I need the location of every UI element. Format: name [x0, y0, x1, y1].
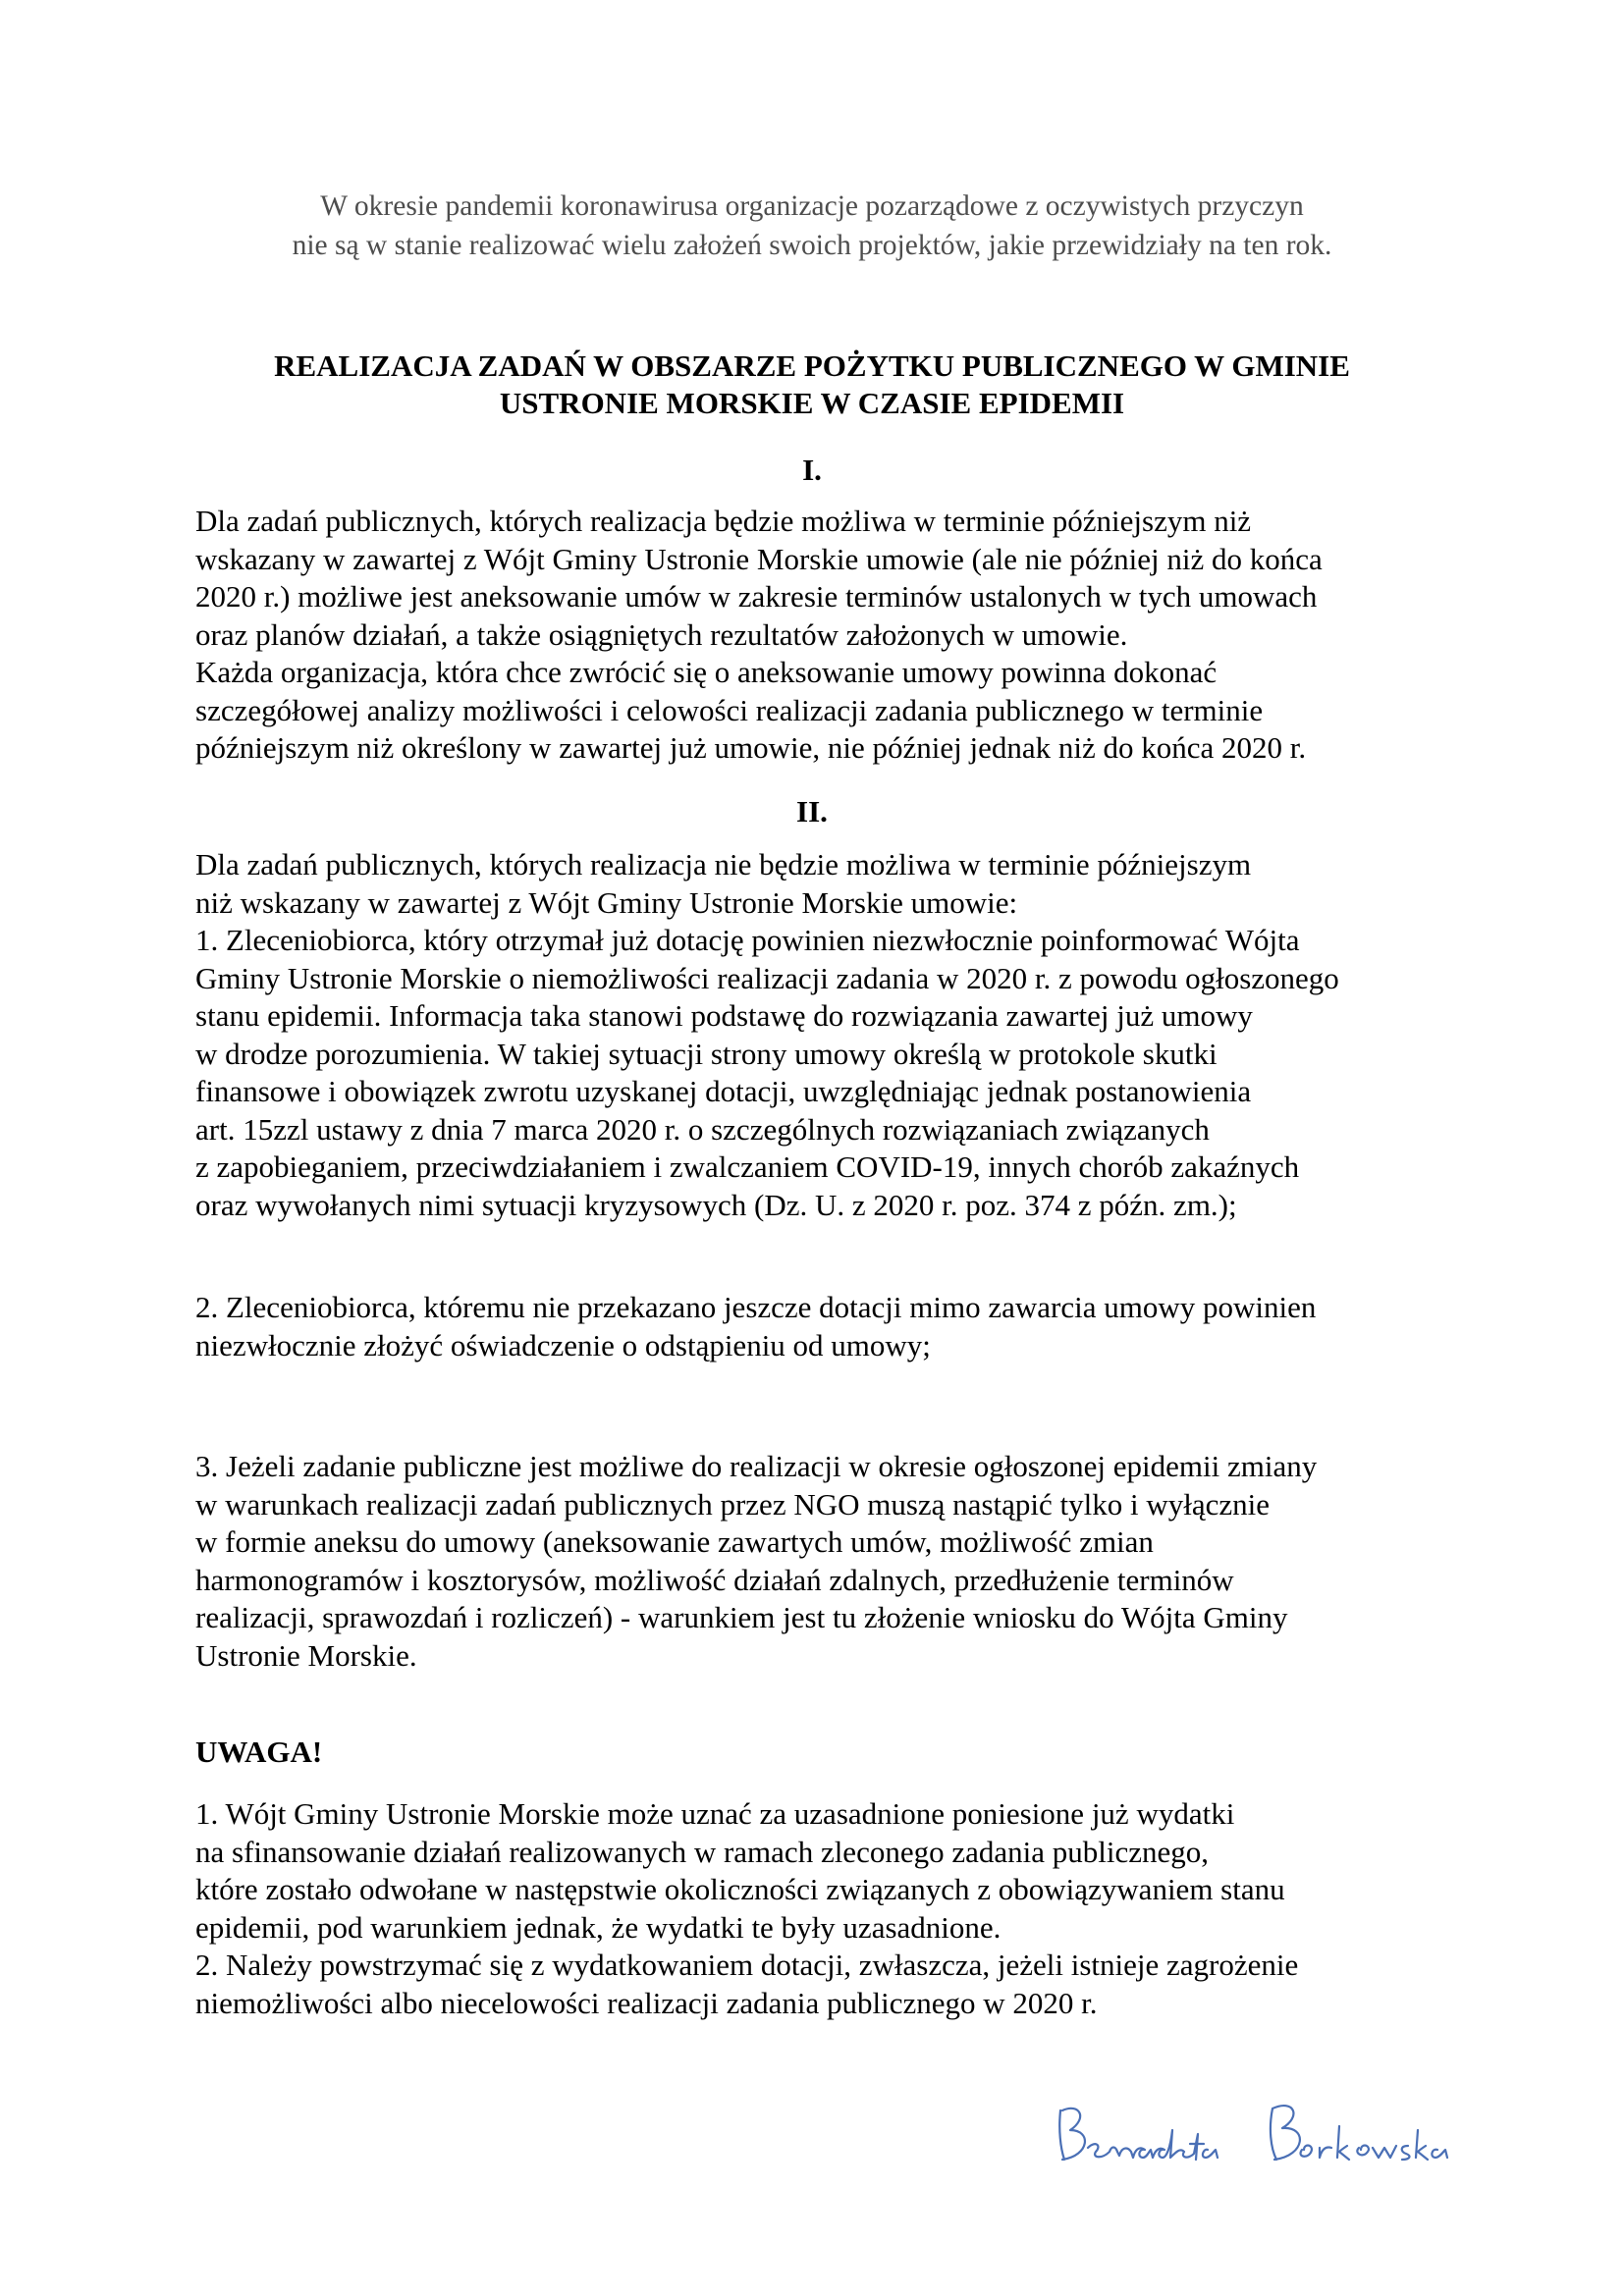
- section-2-item-3: [195, 1448, 1462, 1675]
- list-item-line: niezwłocznie złożyć oświadczenie o odstąpieniu od umowy;: [195, 1327, 931, 1362]
- paragraph-line: Każda organizacja, która chce zwrócić się o aneksowanie umowy powinna dokonać: [195, 655, 1218, 689]
- uwaga-body: [195, 1795, 1462, 2022]
- section-1-heading: I.: [802, 453, 822, 487]
- list-item-line: 1. Zleceniobiorca, który otrzymał już dotację powinien niezwłocznie poinformować Wójta: [195, 923, 1300, 957]
- list-item-line: w formie aneksu do umowy (aneksowanie zawartych umów, możliwość zmian: [195, 1524, 1154, 1559]
- list-item-line: na sfinansowanie działań realizowanych w ramach zleconego zadania publicznego,: [195, 1834, 1209, 1869]
- intro-line: nie są w stanie realizować wielu założeń swoich projektów, jakie przewidziały na ten rok.: [292, 230, 1332, 261]
- section-2-heading: II.: [796, 794, 828, 828]
- list-item-line: epidemii, pod warunkiem jednak, że wydatki te były uzasadnione.: [195, 1909, 1001, 1945]
- list-item-line: niemożliwości albo niecelowości realizacji zadania publicznego w 2020 r.: [195, 1985, 1098, 2020]
- paragraph-line: 2020 r.) możliwe jest aneksowanie umów w zakresie terminów ustalonych w tych umowach: [195, 579, 1318, 614]
- list-item-line: realizacji, sprawozdań i rozliczeń) - warunkiem jest tu złożenie wniosku do Wójta Gminy: [195, 1600, 1288, 1634]
- uwaga-heading: UWAGA!: [195, 1735, 323, 1769]
- list-item-line: w drodze porozumienia. W takiej sytuacji strony umowy określą w protokole skutki: [195, 1036, 1218, 1071]
- signature-graphic: [1041, 2091, 1532, 2179]
- section-2-body: [195, 846, 1462, 1224]
- title-line: REALIZACJA ZADAŃ W OBSZARZE POŻYTKU PUBLICZNEGO W GMINIE: [274, 348, 1350, 383]
- paragraph-line: wskazany w zawartej z Wójt Gminy Ustronie Morskie umowie (ale nie później niż do końca: [195, 541, 1323, 576]
- list-item-line: art. 15zzl ustawy z dnia 7 marca 2020 r. o szczególnych rozwiązaniach związanych: [195, 1111, 1210, 1147]
- list-item-line: w warunkach realizacji zadań publicznych przez NGO muszą nastąpić tylko i wyłącznie: [195, 1486, 1270, 1522]
- list-item-line: stanu epidemii. Informacja taka stanowi podstawę do rozwiązania zawartej już umowy: [195, 998, 1253, 1033]
- intro-paragraph: [0, 187, 1624, 265]
- list-item-line: harmonogramów i kosztorysów, możliwość działań zdalnych, przedłużenie terminów: [195, 1562, 1234, 1597]
- paragraph-line: szczegółowej analizy możliwości i celowości realizacji zadania publicznego w terminie: [195, 692, 1264, 727]
- paragraph-line: późniejszym niż określony w zawartej już umowie, nie później jednak niż do końca 2020 r.: [195, 730, 1307, 765]
- list-item-line: z zapobieganiem, przeciwdziałaniem i zwalczaniem COVID-19, innych chorób zakaźnych: [195, 1149, 1300, 1184]
- list-item-line: 1. Wójt Gminy Ustronie Morskie może uznać za uzasadnione poniesione już wydatki: [195, 1796, 1235, 1831]
- handwritten-signature: [1041, 2091, 1532, 2179]
- list-item-line: oraz wywołanych nimi sytuacji kryzysowych (Dz. U. z 2020 r. poz. 374 z późn. zm.);: [195, 1187, 1237, 1222]
- list-item-line: Gminy Ustronie Morskie o niemożliwości realizacji zadania w 2020 r. z powodu ogłoszonego: [195, 960, 1339, 995]
- paragraph-line: niż wskazany w zawartej z Wójt Gminy Ustronie Morskie umowie:: [195, 884, 1018, 920]
- list-item-line: 2. Należy powstrzymać się z wydatkowaniem dotacji, zwłaszcza, jeżeli istnieje zagrożenie: [195, 1948, 1299, 1982]
- paragraph-line: Dla zadań publicznych, których realizacja będzie możliwa w terminie późniejszym niż: [195, 504, 1252, 538]
- paragraph-line: oraz planów działań, a także osiągniętych rezultatów założonych w umowie.: [195, 616, 1128, 652]
- list-item-line: 2. Zleceniobiorca, któremu nie przekazano jeszcze dotacji mimo zawarcia umowy powinien: [195, 1290, 1317, 1324]
- list-item-line: 3. Jeżeli zadanie publiczne jest możliwe do realizacji w okresie ogłoszonej epidemii zmiany: [195, 1449, 1318, 1483]
- section-2-item-2: [195, 1289, 1462, 1364]
- document-title: [0, 347, 1624, 422]
- list-item-line: finansowe i obowiązek zwrotu uzyskanej dotacji, uwzględniając jednak postanowienia: [195, 1074, 1252, 1108]
- intro-line: W okresie pandemii koronawirusa organizacje pozarządowe z oczywistych przyczyn: [320, 190, 1304, 222]
- title-line: USTRONIE MORSKIE W CZASIE EPIDEMII: [499, 386, 1125, 420]
- list-item-line: Ustronie Morskie.: [195, 1637, 417, 1673]
- section-1-body: [195, 503, 1462, 768]
- list-item-line: które zostało odwołane w następstwie okoliczności związanych z obowiązywaniem stanu: [195, 1872, 1285, 1906]
- paragraph-line: Dla zadań publicznych, których realizacja nie będzie możliwa w terminie późniejszym: [195, 847, 1252, 881]
